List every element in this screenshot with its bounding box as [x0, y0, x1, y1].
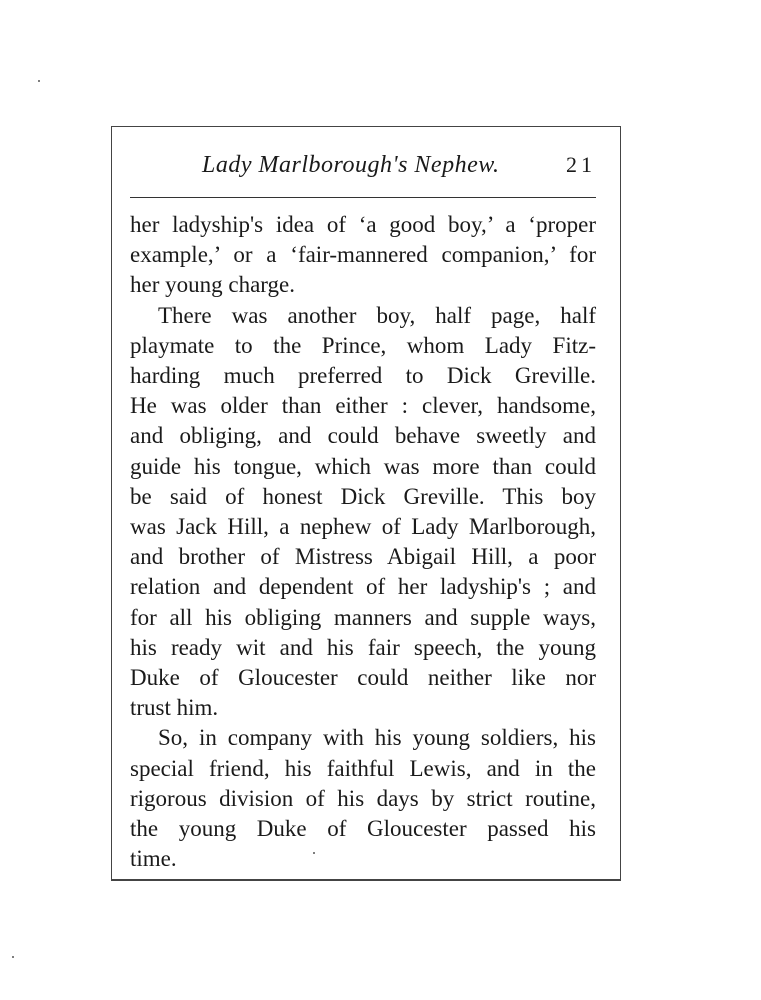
- paragraph-1: [130, 210, 596, 301]
- text-line: and brother of Mistress Abigail Hill, a poor: [130, 544, 596, 570]
- paper-speck: [38, 80, 40, 82]
- paper-speck: [313, 852, 315, 854]
- text-line: time.: [130, 846, 177, 872]
- text-line: be said of honest Dick Greville. This boy: [130, 483, 596, 509]
- text-line: for all his obliging manners and supple ways,: [130, 604, 596, 630]
- text-line: There was another boy, half page, half: [158, 302, 596, 328]
- text-line: Duke of Gloucester could neither like nor: [130, 665, 596, 691]
- text-line: trust him.: [130, 695, 219, 721]
- text-line: rigorous division of his days by strict routine,: [130, 785, 596, 811]
- text-line: relation and dependent of her ladyship's ; and: [130, 574, 596, 600]
- page-number: 21: [566, 152, 596, 177]
- text-line: was Jack Hill, a nephew of Lady Marlborough,: [130, 514, 596, 540]
- running-title: Lady Marlborough's Nephew.: [202, 152, 500, 178]
- paragraph-2: [130, 301, 596, 724]
- text-line: harding much preferred to Dick Greville.: [130, 363, 596, 389]
- paragraph-3: [130, 723, 596, 874]
- text-line: guide his tongue, which was more than could: [130, 453, 596, 479]
- running-head: [130, 152, 600, 188]
- text-line: So, in company with his young soldiers, his: [158, 725, 596, 751]
- text-line: playmate to the Prince, whom Lady Fitz-: [130, 332, 596, 358]
- body-text: [130, 210, 596, 874]
- text-line: his ready wit and his fair speech, the young: [130, 634, 596, 660]
- header-rule: [130, 197, 596, 198]
- paper-speck: [12, 956, 14, 958]
- text-line: special friend, his faithful Lewis, and in the: [130, 755, 596, 781]
- text-line: He was older than either : clever, handsome,: [130, 393, 596, 419]
- text-line: her ladyship's idea of ‘a good boy,’ a ‘proper: [130, 212, 596, 237]
- text-line: the young Duke of Gloucester passed his: [130, 816, 596, 842]
- text-line: her young charge.: [130, 272, 295, 298]
- text-line: and obliging, and could behave sweetly and: [130, 423, 596, 449]
- text-line: example,’ or a ‘fair-mannered companion,’ for: [130, 242, 596, 268]
